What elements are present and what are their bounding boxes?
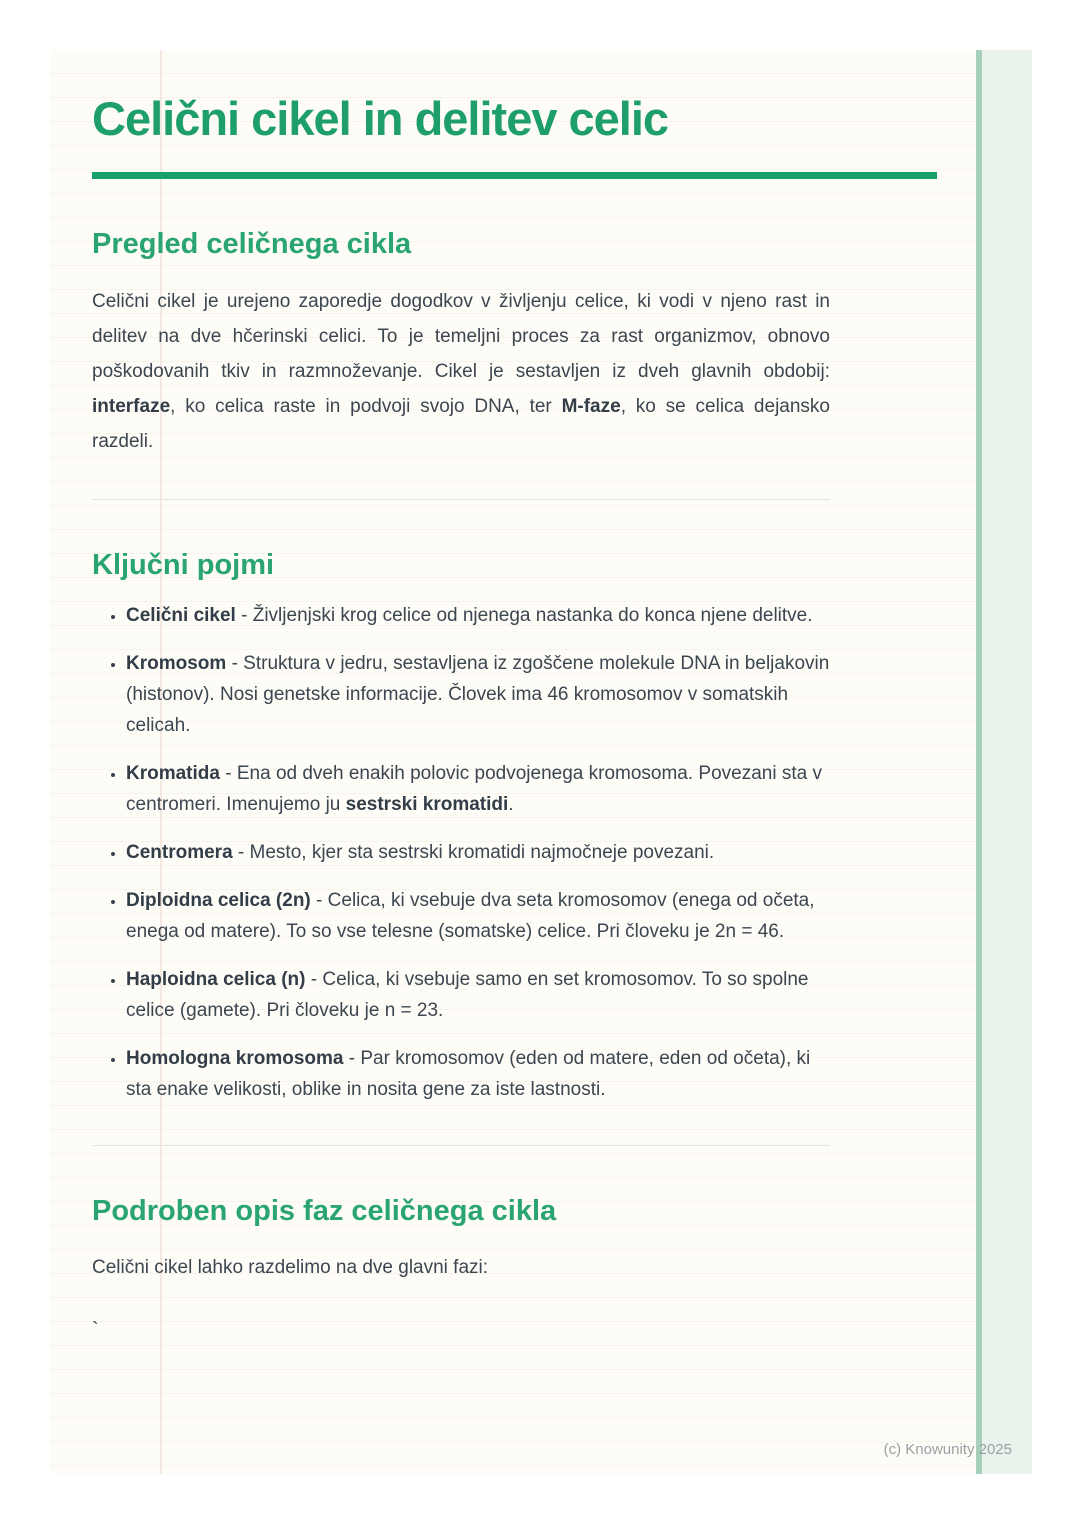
text-run: , ko celica raste in podvoji svojo DNA, ter — [170, 395, 562, 417]
key-term-item — [126, 600, 830, 631]
page-title: Celični cikel in delitev celic — [92, 92, 669, 145]
text-run: Celični cikel je urejeno zaporedje dogodkov v življenju celice, ki vodi v njeno rast in delitev na dve hčerinski celici. To je temeljni proces za rast organizmov, obnovo poškodovanih tkiv in razmnoževanje. Cikel je sestavljen iz dveh glavnih obdobij: — [92, 290, 830, 382]
section-heading-phases: Podroben opis faz celičnega cikla — [92, 1194, 557, 1227]
section-divider-1 — [92, 499, 830, 500]
page-content — [92, 50, 830, 1343]
bold-text: sestrski kromatidi — [345, 793, 509, 815]
section-divider-2 — [92, 1145, 830, 1146]
title-underline-rule — [92, 172, 937, 179]
bold-text: M-faze — [561, 395, 621, 417]
key-term-label: Haploidna celica (n) — [126, 968, 306, 990]
bold-text: interfaze — [92, 395, 171, 417]
section-heading-key-terms: Ključni pojmi — [92, 548, 275, 581]
overview-paragraph — [92, 284, 830, 459]
section-heading-overview: Pregled celičnega cikla — [92, 228, 412, 261]
text-run: - Struktura v jedru, sestavljena iz zgoščene molekule DNA in beljakovin (histonov). Nosi genetske informacije. Človek ima 46 kromosomov v somatskih celicah. — [126, 652, 830, 736]
text-run: - Mesto, kjer sta sestrski kromatidi najmočneje povezani. — [232, 841, 715, 863]
green-side-stripe — [976, 50, 1032, 1474]
key-term-item — [126, 964, 830, 1026]
stray-backtick: ` — [92, 1319, 99, 1342]
copyright-footer: (c) Knowunity 2025 — [883, 1441, 1012, 1458]
phases-intro-paragraph: Celični cikel lahko razdelimo na dve glavni fazi: — [92, 1257, 489, 1279]
text-run: - Življenjski krog celice od njenega nastanka do konca njene delitve. — [235, 604, 813, 626]
text-run: - Par kromosomov (eden od matere, eden od očeta), ki sta enake velikosti, oblike in nosita gene za iste lastnosti. — [126, 1047, 811, 1100]
key-terms-list — [92, 600, 830, 1105]
key-term-item — [126, 648, 830, 741]
key-term-item — [126, 837, 830, 868]
key-term-label: Kromosom — [126, 652, 227, 674]
key-term-label: Celični cikel — [126, 604, 236, 626]
key-term-item — [126, 758, 830, 820]
key-term-label: Homologna kromosoma — [126, 1047, 344, 1069]
text-run: - Ena od dveh enakih polovic podvojenega kromosoma. Povezani sta v centromeri. Imenujemo ju — [126, 762, 822, 815]
text-run: . — [508, 793, 514, 815]
key-term-label: Kromatida — [126, 762, 220, 784]
text-run: - Celica, ki vsebuje dva seta kromosomov (enega od očeta, enega od matere). To so vse telesne (somatske) celice. Pri človeku je 2n = 46. — [126, 889, 815, 942]
text-run: - Celica, ki vsebuje samo en set kromosomov. To so spolne celice (gamete). Pri človeku je n = 23. — [126, 968, 809, 1021]
key-term-label: Centromera — [126, 841, 233, 863]
key-term-item — [126, 1043, 830, 1105]
text-run: , ko se celica dejansko razdeli. — [92, 395, 830, 452]
key-term-label: Diploidna celica (2n) — [126, 889, 311, 911]
document-page — [50, 50, 1032, 1474]
key-term-item — [126, 885, 830, 947]
